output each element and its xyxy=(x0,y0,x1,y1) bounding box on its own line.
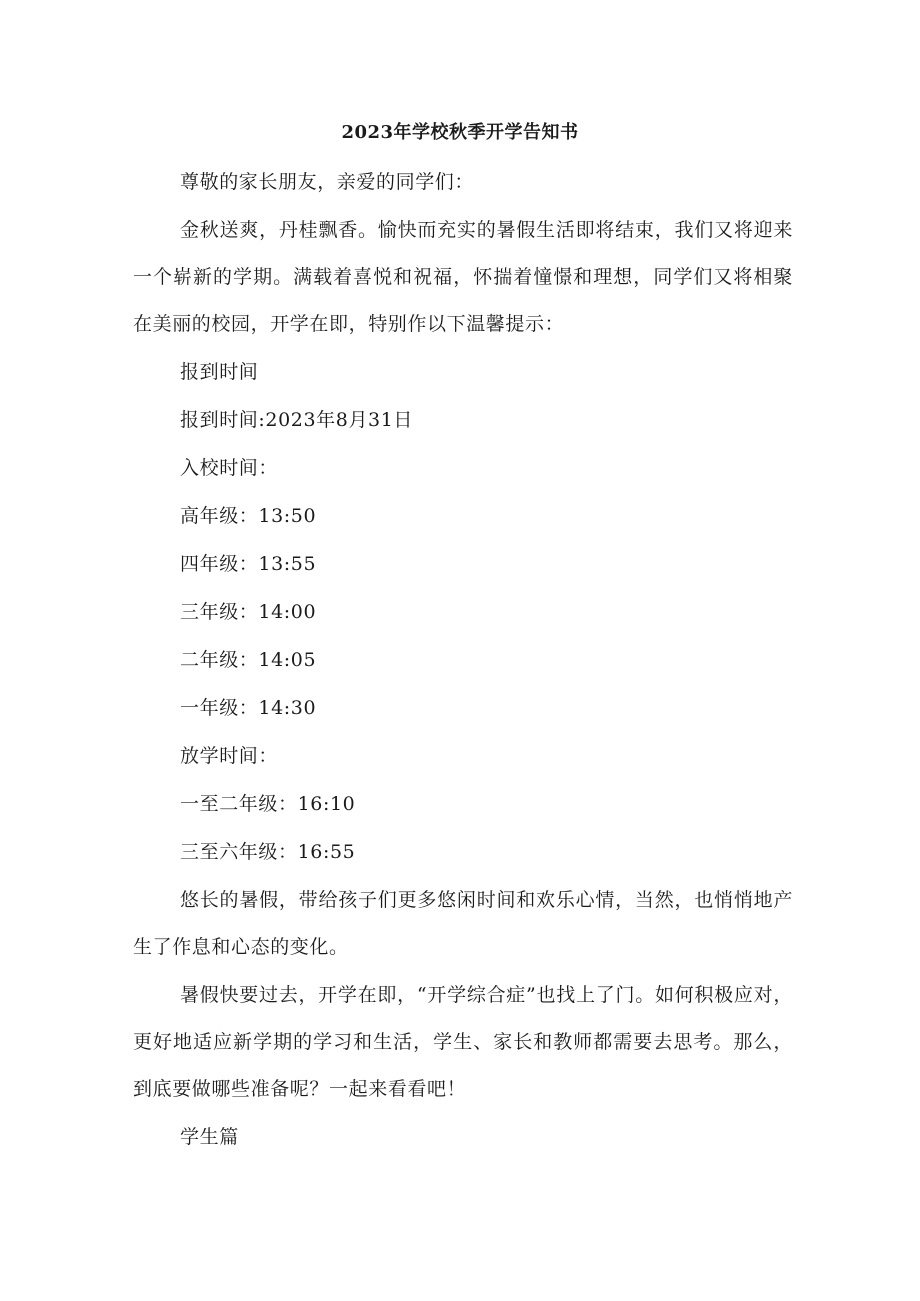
document-body xyxy=(133,168,793,1171)
syndrome-paragraph: 暑假快要过去，开学在即，“开学综合症”也找上了门。如何积极应对，更好地适应新学期的学习和生活，学生、家长和教师都需要去思考。那么，到底要做哪些准备呢？一起来看看吧！ xyxy=(133,984,793,1100)
report-time: 报到时间:2023年8月31日 xyxy=(180,409,414,431)
greeting: 尊敬的家长朋友，亲爱的同学们： xyxy=(180,171,475,193)
section-heading-student: 学生篇 xyxy=(180,1126,239,1148)
entry-time-grade1: 一年级：14:30 xyxy=(180,697,317,719)
entry-time-senior: 高年级：13:50 xyxy=(180,505,317,527)
entry-time-grade2: 二年级：14:05 xyxy=(180,649,317,671)
dismiss-time-heading: 放学时间： xyxy=(180,745,279,767)
dismiss-time-grade3-6: 三至六年级：16:55 xyxy=(180,841,356,863)
entry-time-grade3: 三年级：14:00 xyxy=(180,601,317,623)
summer-paragraph: 悠长的暑假，带给孩子们更多悠闲时间和欢乐心情，当然，也悄悄地产生了作息和心态的变化。 xyxy=(133,889,793,958)
document-title: 2023年学校秋季开学告知书 xyxy=(341,122,579,143)
intro-paragraph: 金秋送爽，丹桂飘香。愉快而充实的暑假生活即将结束，我们又将迎来一个崭新的学期。满载着喜悦和祝福，怀揣着憧憬和理想，同学们又将相聚在美丽的校园，开学在即，特别作以下温馨提示： xyxy=(133,219,793,335)
entry-time-grade4: 四年级：13:55 xyxy=(180,553,317,575)
section-heading-report: 报到时间 xyxy=(180,361,259,383)
dismiss-time-grade1-2: 一至二年级：16:10 xyxy=(180,793,356,815)
entry-time-heading: 入校时间： xyxy=(180,457,279,479)
